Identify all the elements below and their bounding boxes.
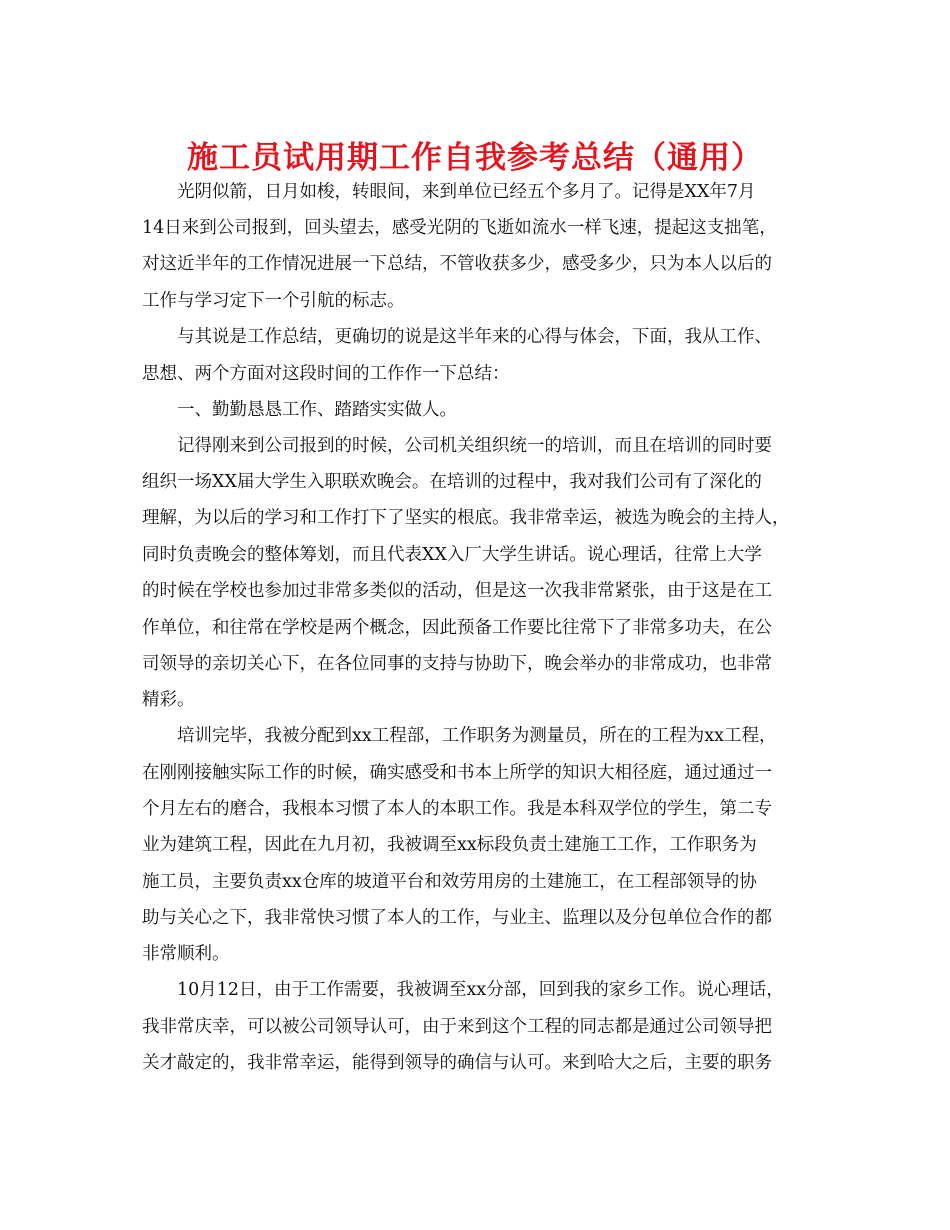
text-line: 作单位，和往常在学校是两个概念，因此预备工作要比往常下了非常多功夫，在公 [142,618,772,638]
text-line: 工作与学习定下一个引航的标志。 [142,291,405,311]
text-line: 理解，为以后的学习和工作打下了坚实的根底。我非常幸运，被选为晚会的主持人， [142,508,790,528]
text-line: 光阴似箭，日月如梭，转眼间，来到单位已经五个多月了。记得是XX年7月 [177,182,756,202]
text-line: 业为建筑工程，因此在九月初，我被调至xx标段负责土建施工工作，工作职务为 [142,835,757,855]
text-line: 记得刚来到公司报到的时候，公司机关组织统一的培训，而且在培训的同时要 [177,436,772,456]
text-line: 同时负责晚会的整体筹划，而且代表XX入厂大学生讲话。说心理话，往常上大学 [142,545,762,565]
section-heading: 一、勤勤恳恳工作、踏踏实实做人。 [177,400,457,420]
text-line: 对这近半年的工作情况进展一下总结，不管收获多少，感受多少，只为本人以后的 [142,254,772,274]
text-line: 个月左右的磨合，我根本习惯了本人的本职工作。我是本科双学位的学生，第二专 [142,799,772,819]
text-line: 10月12日，由于工作需要，我被调至xx分部，回到我的家乡工作。说心理话， [177,980,784,1000]
text-line: 施工员，主要负责xx仓库的坡道平台和效劳用房的土建施工，在工程部领导的协 [142,872,757,892]
text-line: 精彩。 [142,690,195,710]
text-line: 关才敲定的，我非常幸运，能得到领导的确信与认可。来到哈大之后，主要的职务 [142,1053,772,1073]
text-line: 非常顺利。 [142,944,230,964]
text-line: 的时候在学校也参加过非常多类似的活动，但是这一次我非常紧张，由于这是在工 [142,581,772,601]
text-line: 司领导的亲切关心下，在各位同事的支持与协助下，晚会举办的非常成功，也非常 [142,654,772,674]
text-line: 组织一场XX届大学生入职联欢晚会。在培训的过程中，我对我们公司有了深化的 [142,472,762,492]
document-title: 施工员试用期工作自我参考总结（通用） [187,140,763,176]
text-line: 助与关心之下，我非常快习惯了本人的工作，与业主、监理以及分包单位合作的都 [142,908,772,928]
text-line: 培训完毕，我被分配到xx工程部，工作职务为测量员，所在的工程为xx工程， [177,726,777,746]
text-line: 14日来到公司报到，回头望去，感受光阴的飞逝如流水一样飞速，提起这支拙笔， [142,218,777,238]
text-line: 我非常庆幸，可以被公司领导认可，由于来到这个工程的同志都是通过公司领导把 [142,1017,772,1037]
text-line: 在刚刚接触实际工作的时候，确实感受和书本上所学的知识大相径庭，通过通过一 [142,763,772,783]
text-line: 与其说是工作总结，更确切的说是这半年来的心得与体会，下面，我从工作、 [177,327,772,347]
text-line: 思想、两个方面对这段时间的工作作一下总结： [142,364,510,384]
